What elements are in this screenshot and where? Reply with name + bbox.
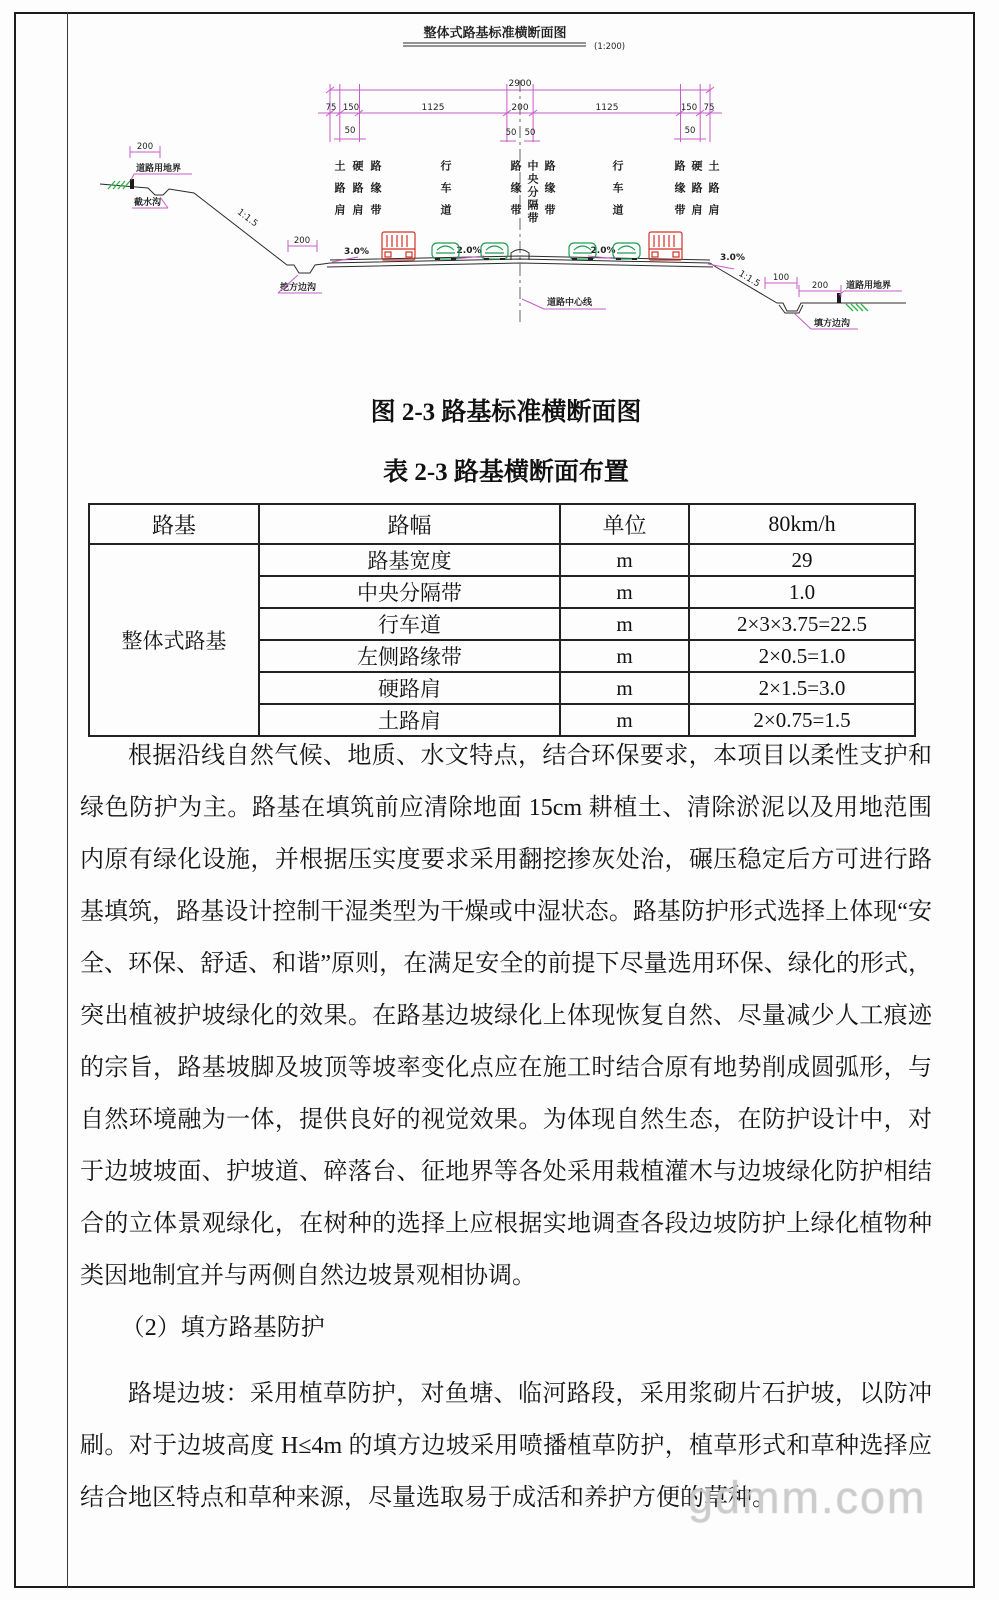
cut-ditch-label: 挖方边沟 bbox=[280, 283, 317, 293]
table-row: 中央分隔带 m 1.0 bbox=[89, 576, 915, 608]
label-soil-shoulder-right: 土路肩 bbox=[707, 160, 719, 226]
svg-text:100: 100 bbox=[772, 273, 790, 283]
svg-text:1125: 1125 bbox=[421, 103, 445, 113]
table-header-row bbox=[89, 504, 915, 544]
centerline-label: 道路中心线 bbox=[547, 298, 593, 308]
th-speed: 80km/h bbox=[689, 504, 915, 544]
table-row: 硬路肩 m 2×1.5=3.0 bbox=[89, 672, 915, 704]
th-unit: 单位 bbox=[560, 504, 689, 544]
paragraph: 路堤边坡：采用植草防护，对鱼塘、临河路段，采用浆砌片石护坡，以防冲刷。对于边坡高度 H≤4m 的填方边坡采用喷播植草防护，植草形式和草种选择应结合地区特点和草种来源，尽量选取易于成活和养护方便的草种。 bbox=[80, 1381, 932, 1511]
intercept-ditch-label: 截水沟 bbox=[134, 198, 162, 208]
label-curb-band-left: 路缘带 bbox=[369, 160, 381, 226]
terrain-left bbox=[100, 179, 330, 273]
svg-text:2.0%: 2.0% bbox=[590, 246, 616, 256]
diagram-linework bbox=[70, 22, 975, 362]
th-width: 路幅 bbox=[259, 504, 560, 544]
label-lane-right: 行车道 bbox=[611, 160, 623, 226]
label-curb-band-right: 路缘带 bbox=[673, 160, 685, 226]
binding-margin-line bbox=[67, 12, 68, 1588]
truck-icon bbox=[382, 232, 415, 260]
diagram-title: 整体式路基标准横断面图 bbox=[423, 26, 567, 41]
truck-icon bbox=[649, 232, 682, 260]
cross-slope-3-right: 3.0% bbox=[720, 253, 745, 263]
land-boundary-left-label: 道路用地界 bbox=[136, 164, 182, 174]
table-row: 行车道 m 2×3×3.75=22.5 bbox=[89, 608, 915, 640]
label-soil-shoulder-left: 土路肩 bbox=[333, 160, 345, 226]
svg-text:50: 50 bbox=[684, 126, 696, 136]
label-curb-band-cr: 路缘带 bbox=[543, 160, 555, 226]
svg-text:75: 75 bbox=[325, 103, 337, 113]
body-text bbox=[80, 730, 932, 1524]
svg-text:50: 50 bbox=[505, 128, 517, 138]
svg-text:150: 150 bbox=[342, 103, 360, 113]
table-row: 整体式路基 路基宽度 m 29 bbox=[89, 544, 915, 576]
th-subgrade: 路基 bbox=[89, 504, 259, 544]
car-icon bbox=[481, 243, 508, 260]
car-icon bbox=[613, 243, 640, 260]
grass-hatch-left bbox=[108, 181, 130, 189]
svg-text:150: 150 bbox=[680, 103, 698, 113]
callout-centerline bbox=[522, 296, 606, 309]
cross-slope-3-left: 3.0% bbox=[344, 247, 369, 257]
table-row: 土路肩 m 2×0.75=1.5 bbox=[89, 704, 915, 736]
grass-hatch-right bbox=[846, 304, 868, 311]
slope-ratio-left: 1:1.5 bbox=[234, 207, 260, 230]
paragraph: （2）填方路基防护 bbox=[120, 1315, 325, 1341]
svg-text:2.0%: 2.0% bbox=[456, 246, 482, 256]
boundary-post-left bbox=[130, 179, 134, 189]
svg-text:75: 75 bbox=[703, 103, 715, 113]
label-hard-shoulder-right: 硬路肩 bbox=[690, 160, 702, 226]
table-caption: 表 2-3 路基横断面布置 bbox=[383, 459, 629, 486]
svg-text:2900: 2900 bbox=[508, 79, 532, 89]
label-curb-band-cl: 路缘带 bbox=[509, 160, 521, 226]
paragraph: 根据沿线自然气候、地质、水文特点，结合环保要求，本项目以柔性支护和绿色防护为主。路基在填筑前应清除地面 15cm 耕植土、清除淤泥以及用地范围内原有绿化设施，并根据压实度要求采用翻挖掺灰处治，碾压稳定后方可进行路基填筑，路基设计控制干湿类型为干燥或中湿状态。路基防护形式选择上体现“安全、环保、舒适、和谐”原则，在满足安全的前提下尽量选用环保、绿化的形式，突出植被护坡绿化的效果。在路基边坡绿化上体现恢复自然、尽量减少人工痕迹的宗旨，路基坡脚及坡顶等坡率变化点应在施工时结合原有地势削成圆弧形，与自然环境融为一体，提供良好的视觉效果。为体现自然生态，在防护设计中，对于边坡坡面、护坡道、碎落台、征地界等各处采用栽植灌木与边坡绿化防护相结合的立体景观绿化，在树种的选择上应根据实地调查各段边坡防护上绿化植物种类因地制宜并与两侧自然边坡景观相协调。 bbox=[80, 743, 932, 1289]
watermark: gdmm.com bbox=[688, 1472, 927, 1523]
svg-text:200: 200 bbox=[511, 103, 529, 113]
subgrade-table bbox=[88, 503, 916, 737]
table-row: 左侧路缘带 m 2×0.5=1.0 bbox=[89, 640, 915, 672]
slope-ratio-right: 1:1.5 bbox=[736, 269, 762, 290]
svg-text:1125: 1125 bbox=[595, 103, 619, 113]
figure-caption: 图 2-3 路基标准横断面图 bbox=[370, 399, 642, 426]
svg-text:50: 50 bbox=[524, 128, 536, 138]
label-hard-shoulder-left: 硬路肩 bbox=[351, 160, 363, 226]
svg-text:200: 200 bbox=[293, 236, 311, 246]
svg-text:50: 50 bbox=[344, 126, 356, 136]
svg-text:200: 200 bbox=[136, 142, 154, 152]
land-boundary-right-label: 道路用地界 bbox=[846, 281, 892, 291]
cross-section-diagram bbox=[70, 22, 975, 362]
svg-text:200: 200 bbox=[811, 281, 829, 291]
callouts-right bbox=[708, 253, 902, 329]
label-lane-left: 行车道 bbox=[439, 160, 451, 226]
fill-ditch-label: 填方边沟 bbox=[814, 319, 851, 329]
label-median: 中央分隔带 bbox=[526, 160, 538, 225]
row-group-cell: 整体式路基 bbox=[89, 544, 259, 736]
diagram-scale: (1:200) bbox=[594, 42, 626, 52]
